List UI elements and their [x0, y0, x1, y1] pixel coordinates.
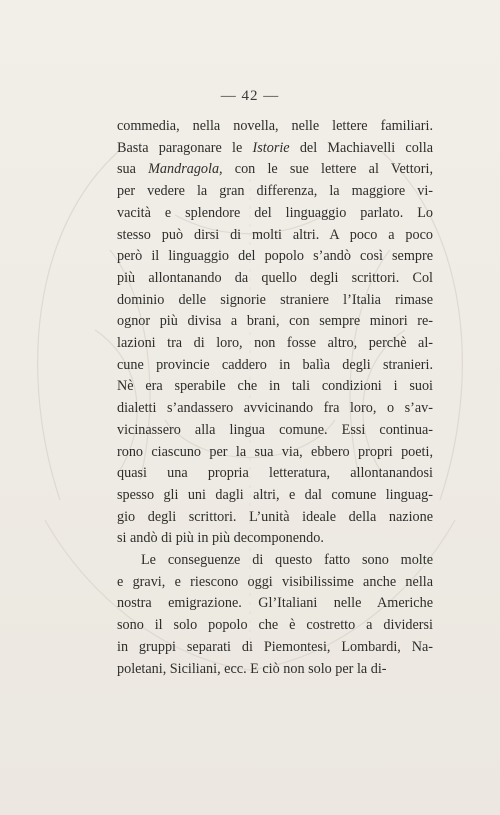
text-line: commedia, nella novella, nelle lettere familiari. [117, 118, 433, 134]
text-line: stesso può dirsi di molti altri. A poco a poco [117, 226, 433, 243]
text-line: per vedere la gran differenza, la maggiore vi- [117, 183, 433, 200]
text-line: dialetti s’andassero avvicinando fra loro, o s’av- [117, 400, 433, 417]
text-line: sua Mandragola, con le sue lettere al Vettori, [117, 161, 433, 178]
text-line: si andò di più in più decomponendo. [117, 530, 324, 547]
text-line: sono il solo popolo che è costretto a dividersi [117, 617, 433, 634]
text-line: vacità e splendore del linguaggio parlato. Lo [117, 204, 433, 221]
paragraph [117, 550, 433, 680]
text-line: più allontanando da quello degli scrittori. Col [117, 269, 433, 286]
text-line: spesso gli uni dagli altri, e dal comune linguag- [117, 486, 433, 503]
paragraph [117, 116, 433, 550]
text-line: cune provincie caddero in balìa degli stranieri. [117, 356, 433, 373]
text-line: in gruppi separati di Piemontesi, Lombardi, Na- [117, 638, 433, 655]
body-text [117, 116, 433, 680]
text-line: Basta paragonare le Istorie del Machiavelli colla [117, 139, 433, 156]
text-line: dominio delle signorie straniere l’Italia rimase [117, 291, 433, 308]
text-line: vicinassero alla lingua comune. Essi continua- [117, 421, 433, 438]
text-line: gio degli scrittori. L’unità ideale della nazione [117, 508, 433, 525]
text-line: poletani, Siciliani, ecc. E ciò non solo per la di- [117, 660, 387, 677]
text-line: però il linguaggio del popolo s’andò così sempre [117, 248, 433, 265]
text-line: Nè era sperabile che in tali condizioni i suoi [117, 378, 433, 395]
text-line: quasi una propria letteratura, allontanandosi [117, 465, 433, 482]
text-line: Le conseguenze di questo fatto sono molte [141, 552, 433, 569]
text-line: lazioni tra di loro, non fosse altro, perchè al- [117, 335, 433, 352]
text-line: e gravi, e riescono oggi visibilissime anche nella [117, 573, 433, 590]
text-line: rono ciascuno per la sua via, ebbero propri poeti, [117, 443, 433, 460]
text-line: ognor più divisa a brani, con sempre minori re- [117, 313, 433, 330]
page-number: — 42 — [220, 88, 280, 104]
text-line: nostra emigrazione. Gl’Italiani nelle Americhe [117, 595, 433, 612]
